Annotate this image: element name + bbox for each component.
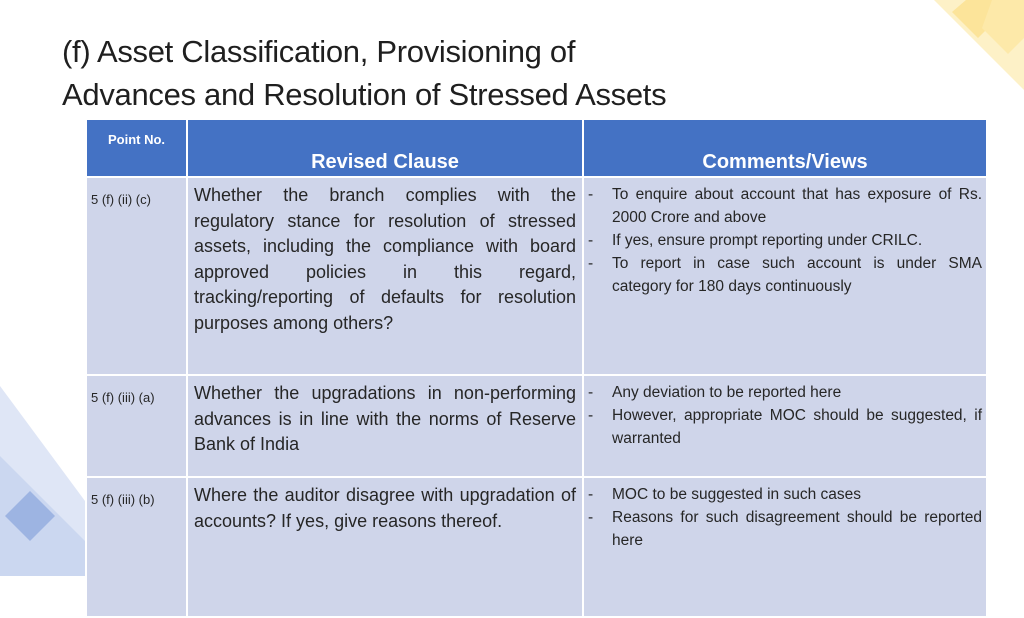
point-number: 5 (f) (iii) (b) — [86, 477, 187, 617]
clause-text: Where the auditor disagree with upgradation of accounts? If yes, give reasons thereof. — [187, 477, 583, 617]
comment-text: Reasons for such disagreement should be reported here — [612, 509, 982, 549]
clause-text: Whether the branch complies with the regulatory stance for resolution of stressed assets, including the compliance with board approved policies in this regard, tracking/reporting of defaults for resolution purposes among others? — [187, 177, 583, 375]
comment-text: Any deviation to be reported here — [612, 384, 842, 401]
comment-item — [588, 506, 982, 552]
corner-decoration-top-right — [904, 0, 1024, 110]
comments-cell — [583, 375, 987, 477]
table-row — [86, 177, 987, 375]
comment-item — [588, 483, 982, 506]
page-title — [62, 30, 822, 116]
point-number: 5 (f) (iii) (a) — [86, 375, 187, 477]
bullet-dash: - — [588, 384, 594, 401]
table-header-row — [86, 119, 987, 177]
header-revised-clause: Revised Clause — [187, 119, 583, 177]
comment-item — [588, 229, 982, 252]
header-comments: Comments/Views — [583, 119, 987, 177]
comments-cell — [583, 477, 987, 617]
corner-decoration-bottom-left — [0, 386, 90, 576]
comment-item — [588, 381, 982, 404]
bullet-dash: - — [588, 407, 594, 424]
table-row — [86, 477, 987, 617]
bullet-dash: - — [588, 232, 594, 249]
comment-item — [588, 183, 982, 229]
comment-item — [588, 404, 982, 450]
header-point-no: Point No. — [86, 119, 187, 177]
bullet-dash: - — [588, 486, 594, 503]
point-number: 5 (f) (ii) (c) — [86, 177, 187, 375]
clause-text: Whether the upgradations in non-performing advances is in line with the norms of Reserve Bank of India — [187, 375, 583, 477]
comment-item — [588, 252, 982, 298]
audit-table — [85, 118, 988, 618]
comment-text: MOC to be suggested in such cases — [612, 486, 861, 503]
comment-text: To enquire about account that has exposure of Rs. 2000 Crore and above — [612, 186, 982, 226]
comments-cell — [583, 177, 987, 375]
bullet-dash: - — [588, 186, 594, 203]
comment-text: To report in case such account is under SMA category for 180 days continuously — [612, 255, 982, 295]
bullet-dash: - — [588, 255, 594, 272]
title-line-2: Advances and Resolution of Stressed Assets — [62, 77, 667, 112]
comment-text: If yes, ensure prompt reporting under CRILC. — [612, 232, 923, 249]
title-line-1: (f) Asset Classification, Provisioning of — [62, 34, 576, 69]
bullet-dash: - — [588, 509, 594, 526]
table-row — [86, 375, 987, 477]
comment-text: However, appropriate MOC should be suggested, if warranted — [612, 407, 982, 447]
